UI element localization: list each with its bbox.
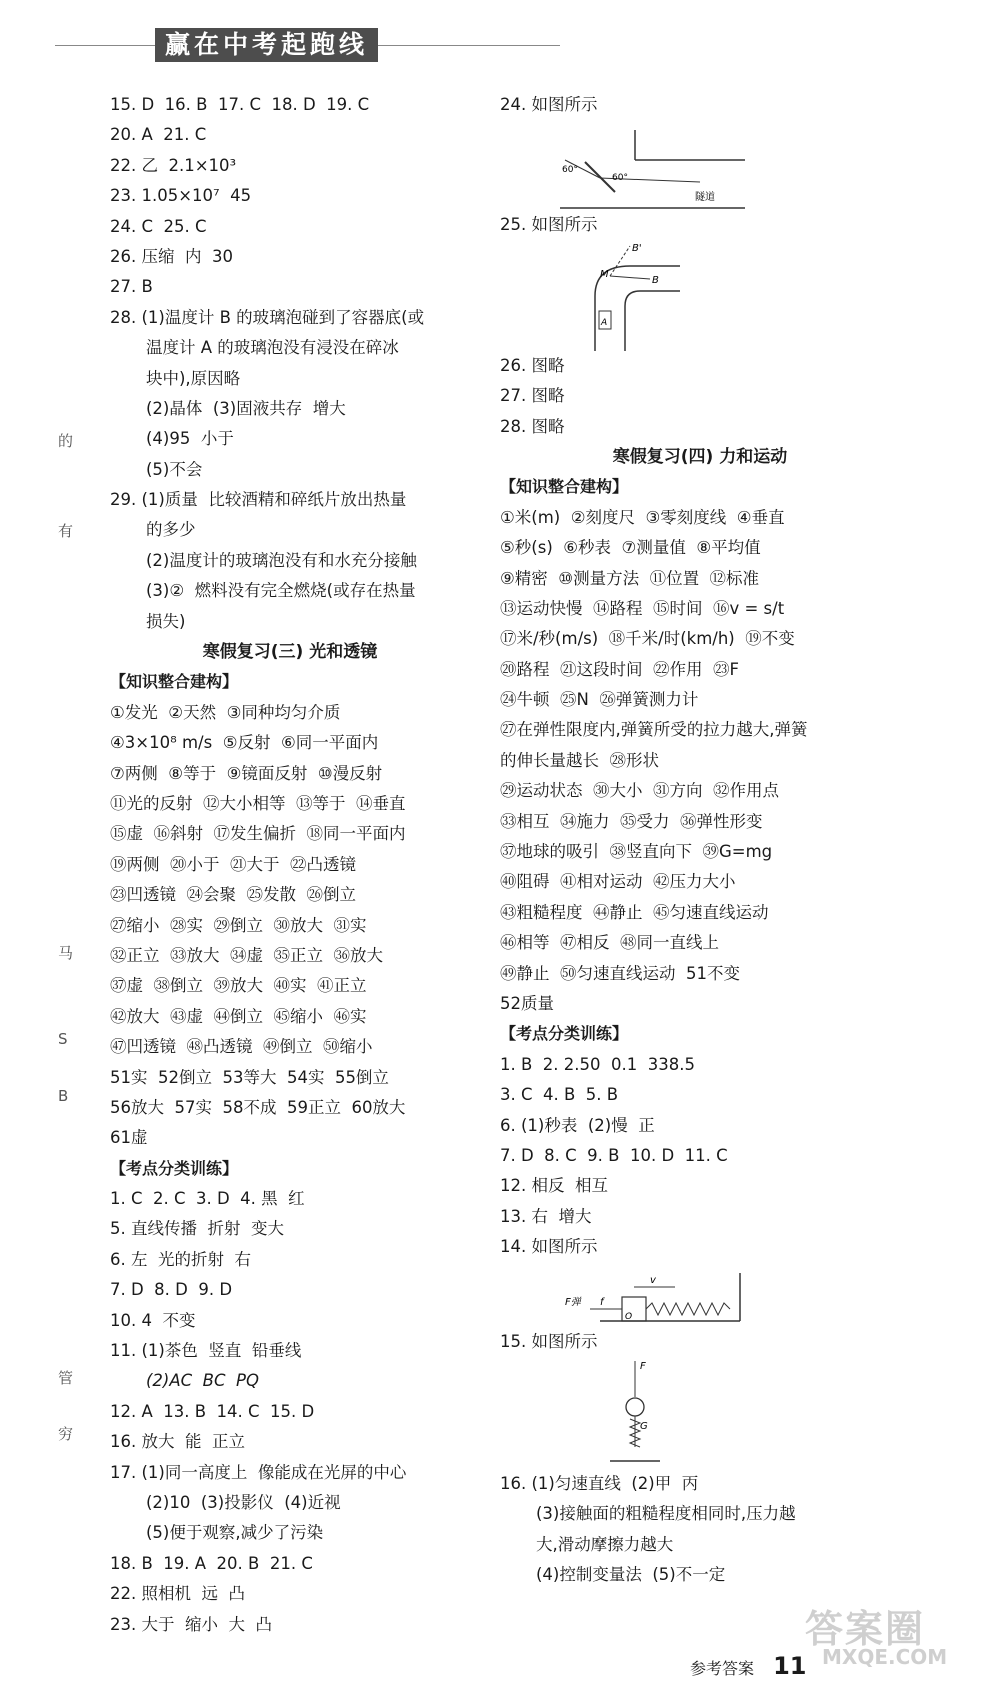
point-label: A bbox=[601, 317, 608, 328]
answer-line: (3)接触面的粗糙程度相同时,压力越 bbox=[536, 1504, 796, 1524]
knowledge-line: ④3×10⁸ m/s ⑤反射 ⑥同一平面内 bbox=[110, 733, 379, 753]
q24-figure bbox=[500, 120, 900, 210]
margin-fragment: 穷 bbox=[58, 1425, 74, 1443]
knowledge-line: ㊵阻碍 ㊶相对运动 ㊷压力大小 bbox=[500, 872, 736, 892]
knowledge-line: 61虚 bbox=[110, 1128, 148, 1148]
spring-block-diagram bbox=[500, 1263, 900, 1327]
answer-line: 16. 放大 能 正立 bbox=[110, 1432, 245, 1452]
margin-fragment: 有 bbox=[58, 522, 74, 540]
answer-line: (2)AC BC PQ bbox=[146, 1371, 259, 1391]
answer-line: (5)便于观察,减少了污染 bbox=[146, 1523, 324, 1543]
answer-line: 27. 图略 bbox=[500, 386, 565, 406]
answer-line: (2)10 (3)投影仪 (4)近视 bbox=[146, 1492, 341, 1512]
knowledge-line: ㊻相等 ㊼相反 ㊽同一直线上 bbox=[500, 933, 719, 953]
answer-line: 7. D 8. D 9. D bbox=[110, 1280, 233, 1300]
knowledge-line: ⑦两侧 ⑧等于 ⑨镜面反射 ⑩漫反射 bbox=[110, 763, 383, 783]
spring-ball-diagram bbox=[500, 1357, 900, 1469]
point-label: M bbox=[600, 268, 609, 280]
knowledge-line: ⑳路程 ㉑这段时间 ㉒作用 ㉓F bbox=[500, 659, 739, 679]
knowledge-line: ①米(m) ②刻度尺 ③零刻度线 ④垂直 bbox=[500, 507, 785, 527]
knowledge-line: ⑪光的反射 ⑫大小相等 ⑬等于 ⑭垂直 bbox=[110, 793, 406, 813]
point-label: B' bbox=[632, 242, 642, 254]
answer-line: (4)95 小于 bbox=[146, 429, 234, 449]
answer-line: 5. 直线传播 折射 变大 bbox=[110, 1219, 284, 1239]
mirror-reflection-diagram bbox=[500, 120, 900, 210]
right-column bbox=[500, 90, 900, 1590]
answer-line: 18. B 19. A 20. B 21. C bbox=[110, 1553, 313, 1573]
answer-line: 25. 如图所示 bbox=[500, 215, 598, 235]
margin-fragment: B bbox=[58, 1087, 69, 1105]
force-label: F弹 bbox=[565, 1296, 581, 1308]
answer-line: 12. A 13. B 14. C 15. D bbox=[110, 1401, 315, 1421]
answer-line: 16. (1)匀速直线 (2)甲 丙 bbox=[500, 1473, 699, 1493]
force-label: G bbox=[640, 1420, 648, 1432]
answer-line: 损失) bbox=[146, 611, 186, 631]
answer-line: 14. 如图所示 bbox=[500, 1237, 598, 1257]
knowledge-line: ⑲两侧 ⑳小于 ㉑大于 ㉒凸透镜 bbox=[110, 854, 356, 874]
header-banner bbox=[55, 28, 560, 64]
answer-line: 17. (1)同一高度上 像能成在光屏的中心 bbox=[110, 1462, 407, 1482]
answer-line: 23. 大于 缩小 大 凸 bbox=[110, 1614, 272, 1634]
answer-line: 6. 左 光的折射 右 bbox=[110, 1249, 251, 1269]
answer-line: 22. 乙 2.1×10³ bbox=[110, 155, 237, 175]
knowledge-line: ㉗缩小 ㉘实 ㉙倒立 ㉚放大 ㉛实 bbox=[110, 915, 367, 935]
answer-line: (4)控制变量法 (5)不一定 bbox=[536, 1565, 726, 1585]
q15-figure bbox=[500, 1357, 900, 1469]
answer-line: 1. B 2. 2.50 0.1 338.5 bbox=[500, 1054, 695, 1074]
answer-line: (5)不会 bbox=[146, 459, 203, 479]
knowledge-line: 的伸长量越长 ㉘形状 bbox=[500, 750, 659, 770]
knowledge-line: ㊲地球的吸引 ㊳竖直向下 ㊴G=mg bbox=[500, 842, 773, 862]
point-label: O bbox=[625, 1311, 633, 1322]
knowledge-line: ①发光 ②天然 ③同种均匀介质 bbox=[110, 702, 341, 722]
watermark-url: MXQE.COM bbox=[822, 1645, 948, 1669]
knowledge-line: 56放大 57实 58不成 59正立 60放大 bbox=[110, 1097, 406, 1117]
answer-line: 26. 图略 bbox=[500, 355, 565, 375]
header-title: 赢在中考起跑线 bbox=[155, 28, 378, 62]
answer-line: 22. 照相机 远 凸 bbox=[110, 1584, 245, 1604]
answer-line: 15. D 16. B 17. C 18. D 19. C bbox=[110, 95, 370, 114]
margin-fragment: 管 bbox=[58, 1369, 74, 1387]
knowledge-line: 52质量 bbox=[500, 993, 554, 1013]
knowledge-line: ㊷放大 ㊸虚 ㊹倒立 ㊺缩小 ㊻实 bbox=[110, 1006, 367, 1026]
answer-line: 12. 相反 相互 bbox=[500, 1176, 608, 1196]
force-label: f bbox=[600, 1296, 604, 1308]
section-title: 寒假复习(三) 光和透镜 bbox=[202, 642, 378, 663]
answer-line: 11. (1)茶色 竖直 铅垂线 bbox=[110, 1341, 302, 1361]
answer-line: 3. C 4. B 5. B bbox=[500, 1085, 619, 1105]
knowledge-line: ㊸粗糙程度 ㊹静止 ㊺匀速直线运动 bbox=[500, 902, 769, 922]
q25-figure bbox=[500, 241, 900, 351]
answer-line: 29. (1)质量 比较酒精和碎纸片放出热量 bbox=[110, 490, 407, 510]
angle-label: 60° bbox=[612, 173, 628, 184]
subsection-label: 【知识整合建构】 bbox=[110, 672, 239, 692]
answer-line: 27. B bbox=[110, 277, 153, 297]
answer-line: 20. A 21. C bbox=[110, 125, 207, 145]
answer-line: (2)温度计的玻璃泡没有和水充分接触 bbox=[146, 550, 417, 570]
knowledge-line: ㉙运动状态 ㉚大小 ㉛方向 ㉜作用点 bbox=[500, 781, 779, 801]
knowledge-line: ⑬运动快慢 ⑭路程 ⑮时间 ⑯v = s/t bbox=[500, 598, 785, 618]
watermark: 答案圈 bbox=[805, 1607, 926, 1651]
answer-line: 13. 右 增大 bbox=[500, 1206, 592, 1226]
answer-line: 24. 如图所示 bbox=[500, 95, 598, 114]
answer-line: 温度计 A 的玻璃泡没有浸没在碎冰 bbox=[146, 338, 399, 358]
left-column bbox=[110, 90, 470, 1640]
answer-line: 7. D 8. C 9. B 10. D 11. C bbox=[500, 1145, 728, 1165]
margin-fragment: S bbox=[58, 1030, 68, 1048]
q14-figure bbox=[500, 1263, 900, 1327]
page-number: 11 bbox=[773, 1652, 807, 1680]
tunnel-label: 隧道 bbox=[695, 192, 715, 204]
answer-line: 28. (1)温度计 B 的玻璃泡碰到了容器底(或 bbox=[110, 307, 425, 327]
answer-line: 23. 1.05×10⁷ 45 bbox=[110, 186, 252, 206]
answer-line: 24. C 25. C bbox=[110, 216, 207, 236]
answer-line: 1. C 2. C 3. D 4. 黑 红 bbox=[110, 1189, 305, 1209]
knowledge-line: ㊾静止 ㊿匀速直线运动 51不变 bbox=[500, 963, 740, 983]
knowledge-line: ㉝相互 ㉞施力 ㉟受力 ㊱弹性形变 bbox=[500, 811, 763, 831]
subsection-label: 【考点分类训练】 bbox=[500, 1024, 629, 1044]
answer-line: 6. (1)秒表 (2)慢 正 bbox=[500, 1115, 655, 1135]
footer-label: 参考答案 bbox=[690, 1659, 755, 1678]
answer-line: 26. 压缩 内 30 bbox=[110, 246, 233, 266]
velocity-label: v bbox=[650, 1274, 656, 1286]
knowledge-line: ㊼凹透镜 ㊽凸透镜 ㊾倒立 ㊿缩小 bbox=[110, 1037, 373, 1057]
section-title: 寒假复习(四) 力和运动 bbox=[612, 446, 788, 467]
knowledge-line: ㊲虚 ㊳倒立 ㊴放大 ㊵实 ㊶正立 bbox=[110, 976, 367, 996]
force-label: F bbox=[640, 1360, 646, 1372]
knowledge-line: ⑤秒(s) ⑥秒表 ⑦测量值 ⑧平均值 bbox=[500, 538, 761, 558]
knowledge-line: ㉗在弹性限度内,弹簧所受的拉力越大,弹簧 bbox=[500, 720, 808, 740]
answer-line: 10. 4 不变 bbox=[110, 1310, 196, 1330]
knowledge-line: 51实 52倒立 53等大 54实 55倒立 bbox=[110, 1067, 389, 1087]
answer-line: (2)晶体 (3)固液共存 增大 bbox=[146, 398, 346, 418]
subsection-label: 【知识整合建构】 bbox=[500, 477, 629, 497]
answer-line: 大,滑动摩擦力越大 bbox=[536, 1534, 674, 1554]
answer-line: 15. 如图所示 bbox=[500, 1331, 598, 1351]
margin-fragment: 的 bbox=[58, 432, 74, 450]
knowledge-line: ㉓凹透镜 ㉔会聚 ㉕发散 ㉖倒立 bbox=[110, 885, 356, 905]
angle-label: 60° bbox=[562, 165, 578, 176]
knowledge-line: ㉜正立 ㉝放大 ㉞虚 ㉟正立 ㊱放大 bbox=[110, 945, 383, 965]
margin-fragment: 马 bbox=[58, 944, 74, 962]
answer-line: 的多少 bbox=[146, 520, 196, 540]
knowledge-line: ㉔牛顿 ㉕N ㉖弹簧测力计 bbox=[500, 690, 699, 710]
page-footer bbox=[690, 1652, 807, 1680]
answer-line: 28. 图略 bbox=[500, 416, 565, 436]
knowledge-line: ⑮虚 ⑯斜射 ⑰发生偏折 ⑱同一平面内 bbox=[110, 824, 406, 844]
knowledge-line: ⑰米/秒(m/s) ⑱千米/时(km/h) ⑲不变 bbox=[500, 629, 795, 649]
answer-line: 块中),原因略 bbox=[146, 368, 241, 388]
answer-line: (3)② 燃料没有完全燃烧(或存在热量 bbox=[146, 581, 416, 601]
subsection-label: 【考点分类训练】 bbox=[110, 1158, 239, 1178]
curved-road-diagram bbox=[500, 241, 900, 351]
point-label: B bbox=[652, 274, 659, 286]
knowledge-line: ⑨精密 ⑩测量方法 ⑪位置 ⑫标准 bbox=[500, 568, 760, 588]
